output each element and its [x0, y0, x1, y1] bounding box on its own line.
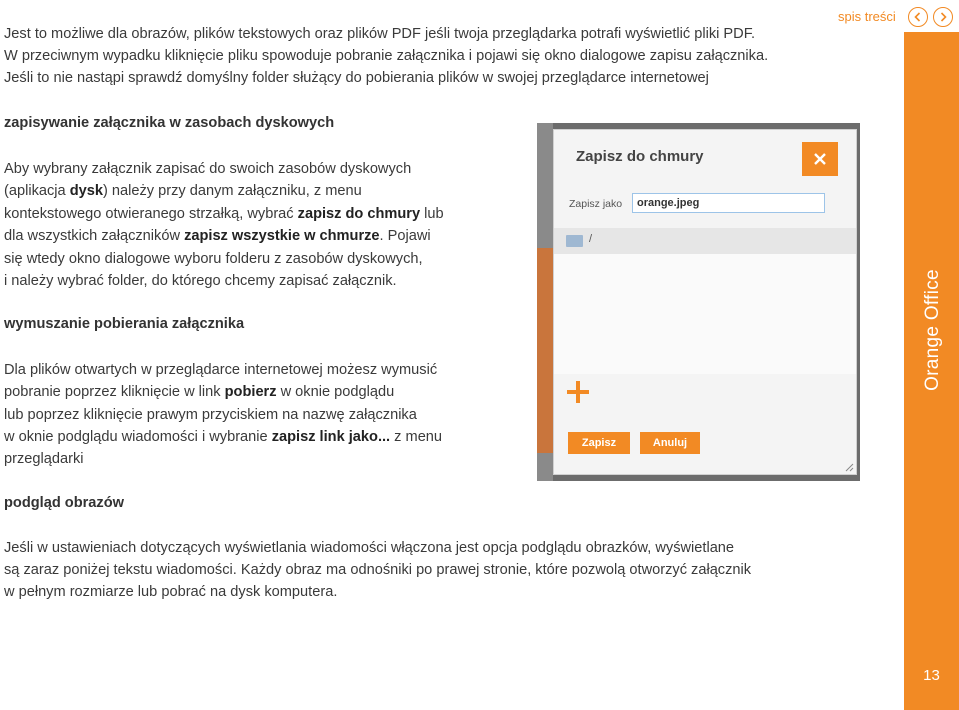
resize-handle-icon[interactable]	[844, 462, 854, 472]
save-to-cloud-dialog	[553, 129, 857, 475]
force-text-line: Dla plików otwartych w przeglądarce internetowej możesz wymusić	[4, 362, 438, 378]
save-text-line: Aby wybrany załącznik zapisać do swoich zasobów dyskowych	[4, 161, 412, 177]
section-heading-save: zapisywanie załącznika w zasobach dyskowych	[4, 115, 335, 131]
preview-text-line: w pełnym rozmiarze lub pobrać na dysk komputera.	[4, 584, 338, 600]
dialog-title: Zapisz do chmury	[576, 148, 704, 165]
save-text-line: się wtedy okno dialogowe wyboru folderu z zasobów dyskowych,	[4, 251, 423, 267]
save-as-label: Zapisz jako	[569, 198, 623, 210]
save-text-line: i należy wybrać folder, do którego chcemy zapisać załącznik.	[4, 273, 397, 289]
folder-row[interactable]	[554, 228, 856, 254]
sidebar-title: Orange Office	[922, 269, 943, 391]
close-icon	[813, 152, 827, 166]
save-text-line: (aplikacja dysk) należy przy danym załączniku, z menu	[4, 183, 362, 199]
page-number: 13	[923, 667, 940, 684]
save-text-line: kontekstowego otwieranego strzałką, wybrać zapisz do chmury lub	[4, 206, 444, 222]
force-text-line: przeglądarki	[4, 451, 84, 467]
save-button[interactable]: Zapisz	[568, 432, 630, 454]
section-heading-preview: podgląd obrazów	[4, 495, 124, 511]
intro-line-3: Jeśli to nie nastąpi sprawdź domyślny folder służący do pobierania plików w swojej przeglądarce internetowej	[4, 70, 709, 86]
folder-icon	[566, 235, 583, 247]
chevron-left-icon	[913, 12, 923, 22]
plus-icon[interactable]	[567, 381, 589, 403]
dialog-close-button[interactable]	[802, 142, 838, 176]
intro-line-2: W przeciwnym wypadku kliknięcie pliku spowoduje pobranie załącznika i pojawi się okno dialogowe zapisu załącznika.	[4, 48, 769, 64]
intro-line-1: Jest to możliwe dla obrazów, plików tekstowych oraz plików PDF jeśli twoja przeglądarka potrafi wyświetlić pliki PDF.	[4, 26, 756, 42]
chevron-right-icon	[938, 12, 948, 22]
folder-list	[554, 254, 856, 374]
preview-text-line: są zaraz poniżej tekstu wiadomości. Każdy obraz ma odnośniki po prawej stronie, które pozwolą otworzyć załącznik	[4, 562, 752, 578]
toc-link[interactable]: spis treści	[838, 9, 896, 24]
next-page-button[interactable]	[933, 7, 953, 27]
save-text-line: dla wszystkich załączników zapisz wszystkie w chmurze. Pojawi	[4, 228, 431, 244]
force-text-line: w oknie podglądu wiadomości i wybranie zapisz link jako... z menu	[4, 429, 443, 445]
cancel-button[interactable]: Anuluj	[640, 432, 700, 454]
screenshot-background	[537, 248, 553, 453]
force-text-line: pobranie poprzez kliknięcie w link pobierz w oknie podglądu	[4, 384, 395, 400]
force-text-line: lub poprzez kliknięcie prawym przyciskiem na nazwę załącznika	[4, 407, 417, 423]
filename-input[interactable]	[632, 193, 825, 213]
dialog-screenshot	[537, 123, 860, 481]
folder-name: /	[589, 233, 593, 245]
section-heading-force: wymuszanie pobierania załącznika	[4, 316, 245, 332]
preview-text-line: Jeśli w ustawieniach dotyczących wyświetlania wiadomości włączona jest opcja podglądu obrazków, wyświetlane	[4, 540, 735, 556]
prev-page-button[interactable]	[908, 7, 928, 27]
